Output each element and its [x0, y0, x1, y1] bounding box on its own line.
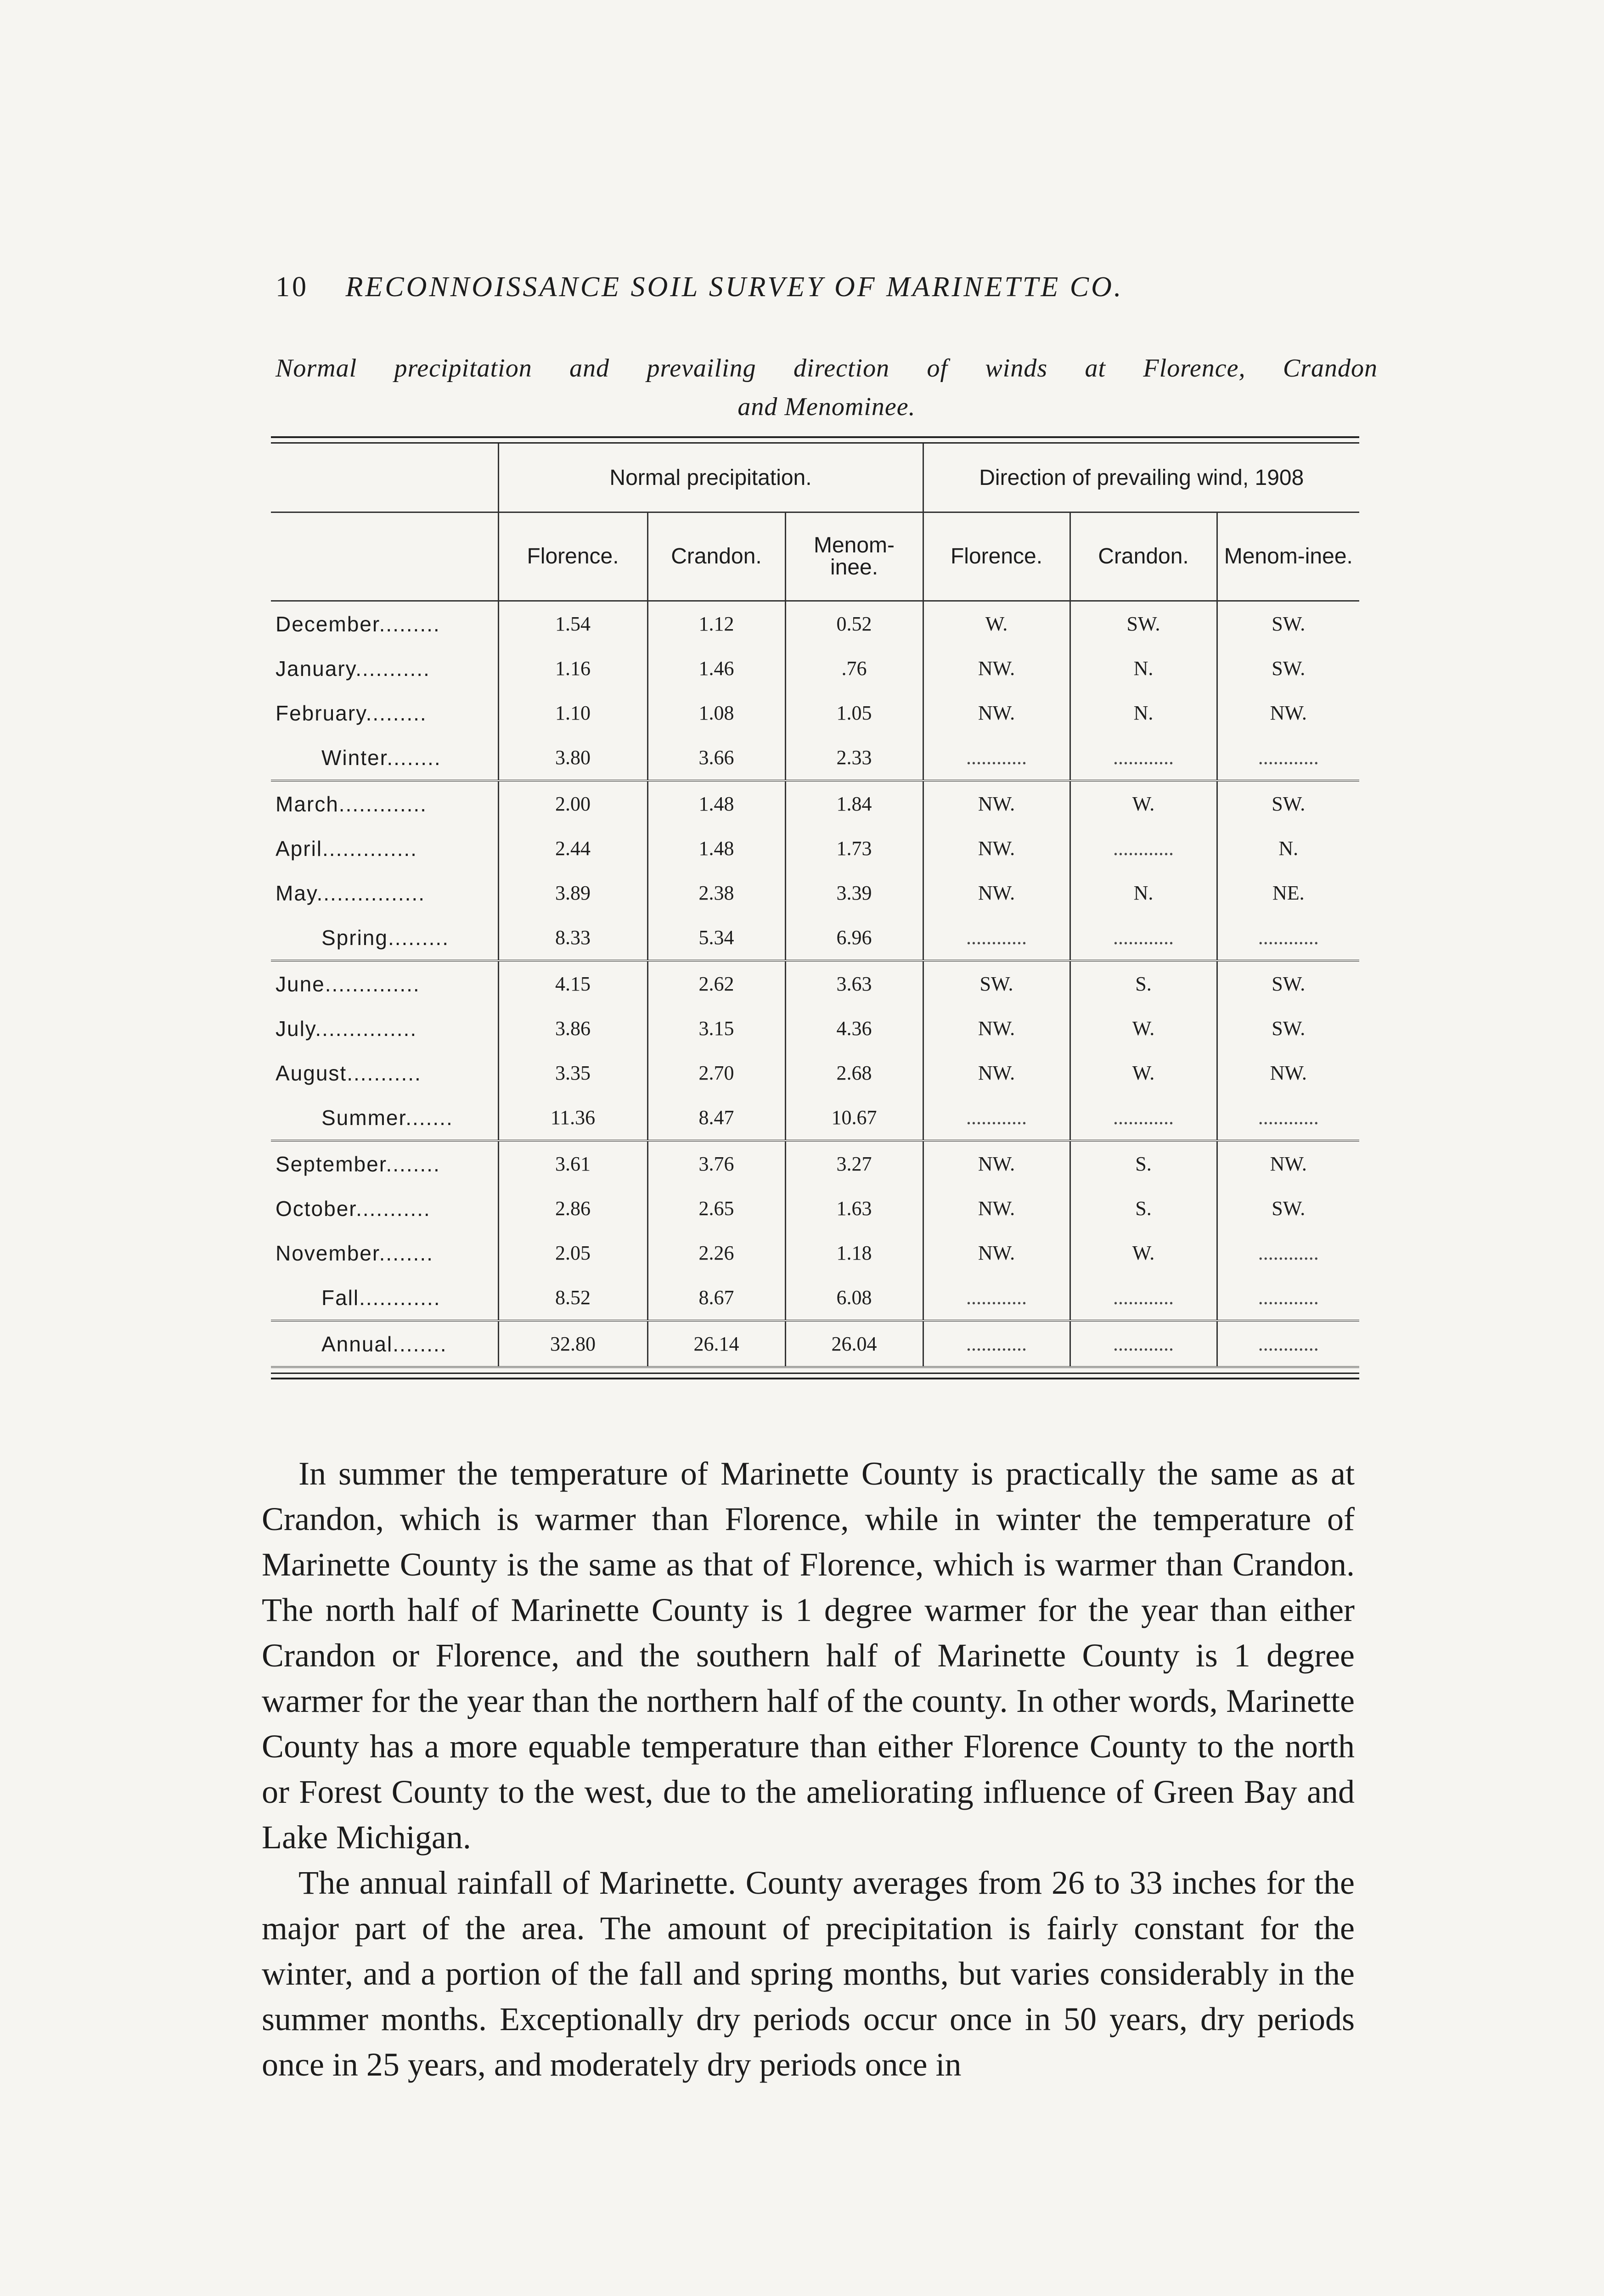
precip-cell: 2.62 — [647, 961, 785, 1006]
wind-cell: ............ — [923, 915, 1070, 961]
table-row — [271, 961, 1359, 1006]
precip-cell: .76 — [785, 646, 923, 691]
precip-cell: 6.96 — [785, 915, 923, 961]
wind-cell: NW. — [923, 646, 1070, 691]
table-row — [271, 735, 1359, 781]
precip-cell: 8.67 — [647, 1275, 785, 1321]
table-row — [271, 1141, 1359, 1186]
precip-cell: 2.86 — [498, 1186, 647, 1231]
row-label: February......... — [276, 701, 427, 725]
table-row — [271, 915, 1359, 961]
precip-cell: 26.14 — [647, 1321, 785, 1367]
precip-cell: 11.36 — [498, 1095, 647, 1141]
wind-cell: W. — [1070, 781, 1217, 826]
precip-cell: 3.61 — [498, 1141, 647, 1186]
wind-cell: W. — [1070, 1231, 1217, 1275]
precip-cell: 26.04 — [785, 1321, 923, 1367]
precip-cell: 10.67 — [785, 1095, 923, 1141]
corner-cell — [271, 444, 498, 512]
wind-cell: S. — [1070, 961, 1217, 1006]
page-number: 10 — [276, 271, 309, 303]
precip-cell: 4.36 — [785, 1006, 923, 1051]
wind-cell: ............ — [923, 735, 1070, 781]
wind-cell: SW. — [1217, 961, 1359, 1006]
col-header: Florence. — [498, 512, 647, 601]
wind-cell: ............ — [1070, 915, 1217, 961]
precip-cell: 3.39 — [785, 871, 923, 915]
precip-cell: 2.05 — [498, 1231, 647, 1275]
precip-cell: 1.16 — [498, 646, 647, 691]
row-label: December......... — [276, 612, 440, 636]
precip-cell: 1.46 — [647, 646, 785, 691]
wind-cell: ............ — [923, 1275, 1070, 1321]
body-text — [262, 1451, 1355, 2088]
wind-cell: NW. — [1217, 691, 1359, 735]
wind-cell: NW. — [923, 1231, 1070, 1275]
row-label: January........... — [276, 656, 430, 681]
precip-cell: 3.15 — [647, 1006, 785, 1051]
row-label: Winter........ — [271, 735, 498, 781]
precip-cell: 2.38 — [647, 871, 785, 915]
precip-cell: 1.48 — [647, 826, 785, 871]
row-label: November........ — [276, 1241, 433, 1265]
wind-cell: NW. — [1217, 1141, 1359, 1186]
table-row — [271, 1095, 1359, 1141]
wind-cell: NW. — [923, 1006, 1070, 1051]
wind-cell: SW. — [1217, 781, 1359, 826]
wind-cell: ............ — [1217, 1095, 1359, 1141]
wind-cell: SW. — [1217, 646, 1359, 691]
table-caption — [276, 349, 1378, 426]
wind-cell: SW. — [1070, 601, 1217, 647]
wind-cell: ............ — [1217, 1231, 1359, 1275]
wind-cell: NW. — [923, 1141, 1070, 1186]
precip-cell: 1.05 — [785, 691, 923, 735]
group-header-precipitation: Normal precipitation. — [498, 444, 923, 512]
table-bottom-rule — [271, 1373, 1359, 1374]
precip-cell: 8.33 — [498, 915, 647, 961]
page-header — [276, 271, 1378, 312]
wind-cell: ............ — [1070, 1321, 1217, 1367]
wind-cell: S. — [1070, 1186, 1217, 1231]
table-row — [271, 1231, 1359, 1275]
wind-cell: ............ — [1070, 735, 1217, 781]
corner-cell-2 — [271, 512, 498, 601]
precip-cell: 2.00 — [498, 781, 647, 826]
row-label: October........... — [276, 1196, 431, 1221]
col-header: Crandon. — [1070, 512, 1217, 601]
precip-cell: 2.33 — [785, 735, 923, 781]
precip-cell: 3.35 — [498, 1051, 647, 1095]
precip-cell: 1.54 — [498, 601, 647, 647]
wind-cell: N. — [1070, 646, 1217, 691]
precip-cell: 1.18 — [785, 1231, 923, 1275]
precip-cell: 2.70 — [647, 1051, 785, 1095]
row-label: Spring......... — [271, 915, 498, 961]
precipitation-wind-table — [271, 436, 1359, 1379]
precip-cell: 0.52 — [785, 601, 923, 647]
row-label: Annual........ — [271, 1321, 498, 1367]
wind-cell: NW. — [923, 1186, 1070, 1231]
precip-cell: 4.15 — [498, 961, 647, 1006]
table-body — [271, 601, 1359, 1367]
wind-cell: W. — [1070, 1006, 1217, 1051]
precip-cell: 1.84 — [785, 781, 923, 826]
wind-cell: ............ — [1217, 735, 1359, 781]
wind-cell: NW. — [923, 781, 1070, 826]
table-row — [271, 1006, 1359, 1051]
col-header: Menom-inee. — [785, 512, 923, 601]
table-row — [271, 781, 1359, 826]
precip-cell: 2.44 — [498, 826, 647, 871]
wind-cell: NE. — [1217, 871, 1359, 915]
wind-cell: SW. — [1217, 1186, 1359, 1231]
running-title: RECONNOISSANCE SOIL SURVEY OF MARINETTE CO. — [345, 271, 1124, 303]
precip-cell: 3.80 — [498, 735, 647, 781]
wind-cell: ............ — [1217, 1321, 1359, 1367]
data-table — [271, 444, 1359, 1368]
table-row — [271, 826, 1359, 871]
row-label: September........ — [276, 1152, 440, 1176]
precip-cell: 3.76 — [647, 1141, 785, 1186]
precip-cell: 1.63 — [785, 1186, 923, 1231]
table-caption-line-2: and Menominee. — [737, 393, 916, 421]
wind-cell: N. — [1217, 826, 1359, 871]
precip-cell: 2.65 — [647, 1186, 785, 1231]
table-top-rule — [271, 436, 1359, 438]
wind-cell: ............ — [923, 1095, 1070, 1141]
wind-cell: ............ — [1070, 826, 1217, 871]
table-row — [271, 1186, 1359, 1231]
precip-cell: 5.34 — [647, 915, 785, 961]
row-label: July............... — [276, 1016, 417, 1041]
row-label: April.............. — [276, 836, 417, 861]
col-header: Crandon. — [647, 512, 785, 601]
table-caption-line-1: Normal precipitation and prevailing direction of winds at Florence, Crandon — [276, 354, 1378, 383]
precip-cell: 8.47 — [647, 1095, 785, 1141]
precip-cell: 2.68 — [785, 1051, 923, 1095]
wind-cell: ............ — [1070, 1095, 1217, 1141]
precip-cell: 3.89 — [498, 871, 647, 915]
precip-cell: 3.86 — [498, 1006, 647, 1051]
wind-cell: ............ — [923, 1321, 1070, 1367]
table-bottom-rule-2 — [271, 1378, 1359, 1379]
table-row — [271, 646, 1359, 691]
col-header: Florence. — [923, 512, 1070, 601]
wind-cell: NW. — [1217, 1051, 1359, 1095]
precip-cell: 1.48 — [647, 781, 785, 826]
wind-cell: S. — [1070, 1141, 1217, 1186]
wind-cell: ............ — [1217, 1275, 1359, 1321]
precip-cell: 3.63 — [785, 961, 923, 1006]
row-label: March............. — [276, 792, 427, 816]
wind-cell: W. — [1070, 1051, 1217, 1095]
wind-cell: SW. — [1217, 601, 1359, 647]
table-row — [271, 1051, 1359, 1095]
wind-cell: N. — [1070, 871, 1217, 915]
wind-cell: NW. — [923, 691, 1070, 735]
precip-cell: 3.27 — [785, 1141, 923, 1186]
table-row — [271, 601, 1359, 647]
precip-cell: 1.12 — [647, 601, 785, 647]
wind-cell: SW. — [923, 961, 1070, 1006]
table-row — [271, 1321, 1359, 1367]
precip-cell: 8.52 — [498, 1275, 647, 1321]
wind-cell: SW. — [1217, 1006, 1359, 1051]
precip-cell: 2.26 — [647, 1231, 785, 1275]
wind-cell: NW. — [923, 1051, 1070, 1095]
precip-cell: 6.08 — [785, 1275, 923, 1321]
row-label: Fall............ — [271, 1275, 498, 1321]
wind-cell: ............ — [1070, 1275, 1217, 1321]
precip-cell: 1.73 — [785, 826, 923, 871]
precip-cell: 1.10 — [498, 691, 647, 735]
wind-cell: N. — [1070, 691, 1217, 735]
col-header: Menom-inee. — [1217, 512, 1359, 601]
table-row — [271, 1275, 1359, 1321]
row-label: June.............. — [276, 972, 420, 996]
table-row — [271, 871, 1359, 915]
precip-cell: 32.80 — [498, 1321, 647, 1367]
paragraph: In summer the temperature of Marinette County is practically the same as at Crandon, which is warmer than Florence, while in winter the temperature of Marinette County is the same as that of Florence, which is warmer than Crandon. The north half of Marinette County is 1 degree warmer for the year than either Crandon or Florence, and the southern half of Marinette County is 1 degree warmer for the year than the northern half of the county. In other words, Marinette County has a more equable temperature than either Florence County to the north or Forest County to the west, due to the ameliorating influence of Green Bay and Lake Michigan. — [262, 1455, 1355, 1856]
row-label: August........... — [276, 1061, 422, 1085]
wind-cell: NW. — [923, 871, 1070, 915]
table-row — [271, 691, 1359, 735]
wind-cell: ............ — [1217, 915, 1359, 961]
row-label: Summer....... — [271, 1095, 498, 1141]
paragraph: The annual rainfall of Marinette. County averages from 26 to 33 inches for the major part of the area. The amount of precipitation is fairly constant for the winter, and a portion of the fall and spring months, but varies considerably in the summer months. Exceptionally dry periods occur once in 50 years, dry periods once in 25 years, and moderately dry periods once in — [262, 1864, 1355, 2083]
wind-cell: W. — [923, 601, 1070, 647]
wind-cell: NW. — [923, 826, 1070, 871]
group-header-wind: Direction of prevailing wind, 1908 — [923, 444, 1359, 512]
precip-cell: 1.08 — [647, 691, 785, 735]
row-label: May................ — [276, 881, 425, 905]
precip-cell: 3.66 — [647, 735, 785, 781]
